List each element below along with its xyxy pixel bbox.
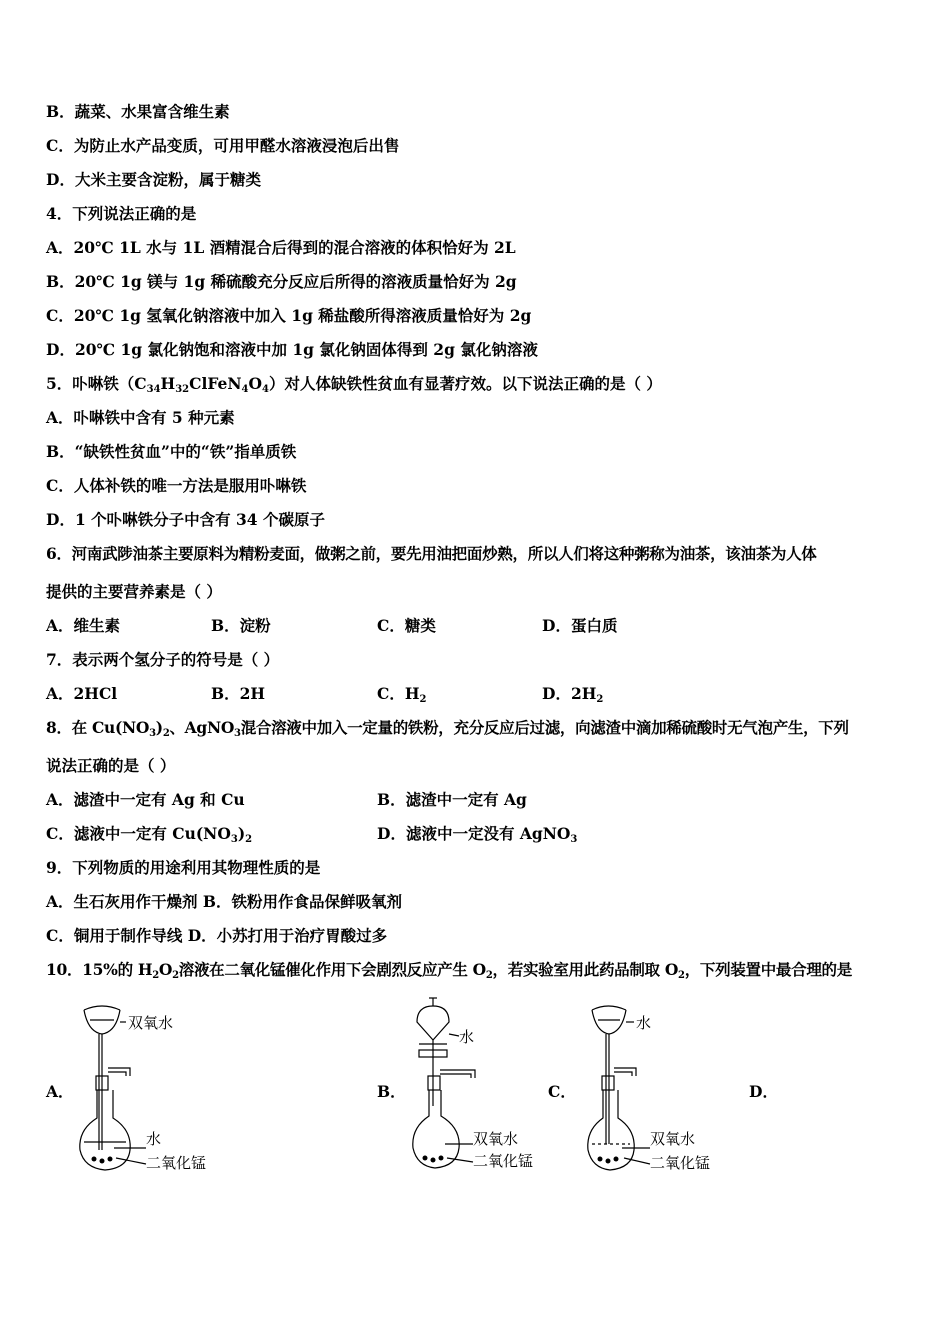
apparatus-b-figure: [405, 994, 550, 1176]
q6-option-a: A．维生素: [46, 616, 121, 635]
q8-option-c: C．滤液中一定有 $Cu(NO_3)_2$: [46, 824, 253, 845]
q6-option-c: C．糖类: [377, 616, 436, 635]
apparatus-b-label-mid: 双氧水: [473, 1130, 519, 1148]
q10-option-b: B．: [377, 1082, 406, 1101]
apparatus-c-label-top: 水: [636, 1014, 652, 1032]
apparatus-a-label-mid: 水: [146, 1130, 162, 1148]
q5-option-d: D．1 个卟啉铁分子中含有 34 个碳原子: [46, 510, 325, 529]
q9-options-cd: C．铜用于制作导线 D．小苏打用于治疗胃酸过多: [46, 926, 388, 945]
q6-option-d: D．蛋白质: [542, 616, 618, 635]
q6-stem-line1: 6．河南武陟油茶主要原料为精粉麦面，做粥之前，要先用油把面炒熟，所以人们将这种粥称为油茶，该油茶为人体: [46, 544, 817, 563]
q4-stem: 4．下列说法正确的是: [46, 204, 197, 223]
q4-option-c: C．20℃ 1g 氢氧化钠溶液中加入 1g 稀盐酸所得溶液质量恰好为 2g: [46, 306, 532, 325]
q6-option-b: B．淀粉: [211, 616, 271, 635]
q7-stem: 7．表示两个氢分子的符号是（ ）: [46, 650, 280, 669]
apparatus-b-label-top: 水: [459, 1028, 475, 1046]
q5-stem: 5．卟啉铁$(C_{34}H_{32}ClFeN_4O_4)$对人体缺铁性贫血有显著疗效。以下说法正确的是（ ）: [46, 374, 662, 395]
apparatus-b-label-bot: 二氧化锰: [473, 1152, 534, 1170]
apparatus-a-label-bot: 二氧化锰: [146, 1154, 207, 1172]
funnel-rim: [84, 1006, 120, 1010]
q3-option-d: D．大米主要含淀粉，属于糖类: [46, 170, 261, 189]
q5-option-a: A．卟啉铁中含有 5 种元素: [46, 408, 235, 427]
q7-option-d: D．$2H_2$: [542, 684, 604, 705]
q9-stem: 9．下列物质的用途利用其物理性质的是: [46, 858, 321, 877]
q9-options-ab: A．生石灰用作干燥剂 B．铁粉用作食品保鲜吸氧剂: [46, 892, 403, 911]
q4-option-a: A．20℃ 1L 水与 1L 酒精混合后得到的混合溶液的体积恰好为 2L: [46, 238, 516, 257]
q8-option-a: A．滤渣中一定有 Ag 和 Cu: [46, 790, 245, 809]
q4-option-d: D．20℃ 1g 氯化钠饱和溶液中加 1g 氯化钠固体得到 2g 氯化钠溶液: [46, 340, 538, 359]
q7-option-b: B．2H: [211, 684, 266, 703]
q3-option-b: B．蔬菜、水果富含维生素: [46, 102, 230, 121]
q7-option-c: C．$H_2$: [377, 684, 427, 705]
apparatus-a-figure: [70, 998, 230, 1176]
q3-option-c: C．为防止水产品变质，可用甲醛水溶液浸泡后出售: [46, 136, 400, 155]
q10-option-a: A．: [46, 1082, 74, 1101]
q8-stem-line1: 8．在 $Cu(NO_3)_2$、AgNO$_3$混合溶液中加入一定量的铁粉，充分反应后过滤，向滤渣中滴加稀硫酸时无气泡产生，下列: [46, 718, 849, 739]
q6-stem-line2: 提供的主要营养素是（ ）: [46, 582, 222, 601]
apparatus-c-figure: [580, 998, 730, 1176]
apparatus-a-label-top: 双氧水: [128, 1014, 174, 1032]
q8-stem-line2: 说法正确的是（ ）: [46, 756, 176, 775]
q5-option-c: C．人体补铁的唯一方法是服用卟啉铁: [46, 476, 307, 495]
q8-option-d: D．滤液中一定没有 AgNO$_3$: [377, 824, 578, 845]
q5-option-b: B．“缺铁性贫血”中的“铁”指单质铁: [46, 442, 297, 461]
apparatus-c-label-bot: 二氧化锰: [650, 1154, 711, 1172]
q7-option-a: A．2HCl: [46, 684, 118, 703]
q10-option-c: C．: [548, 1082, 576, 1101]
q10-option-d: D．: [749, 1082, 778, 1101]
apparatus-c-label-mid: 双氧水: [650, 1130, 696, 1148]
funnel-cup: [84, 1010, 120, 1034]
q8-option-b: B．滤渣中一定有 Ag: [377, 790, 527, 809]
q4-option-b: B．20℃ 1g 镁与 1g 稀硫酸充分反应后所得的溶液质量恰好为 2g: [46, 272, 517, 291]
q10-stem: 10．15%的 $H_2O_2$溶液在二氧化锰催化作用下会剧烈反应产生 $O_2$，若实验室用此药品制取 $O_2$，下列装置中最合理的是: [46, 960, 852, 981]
